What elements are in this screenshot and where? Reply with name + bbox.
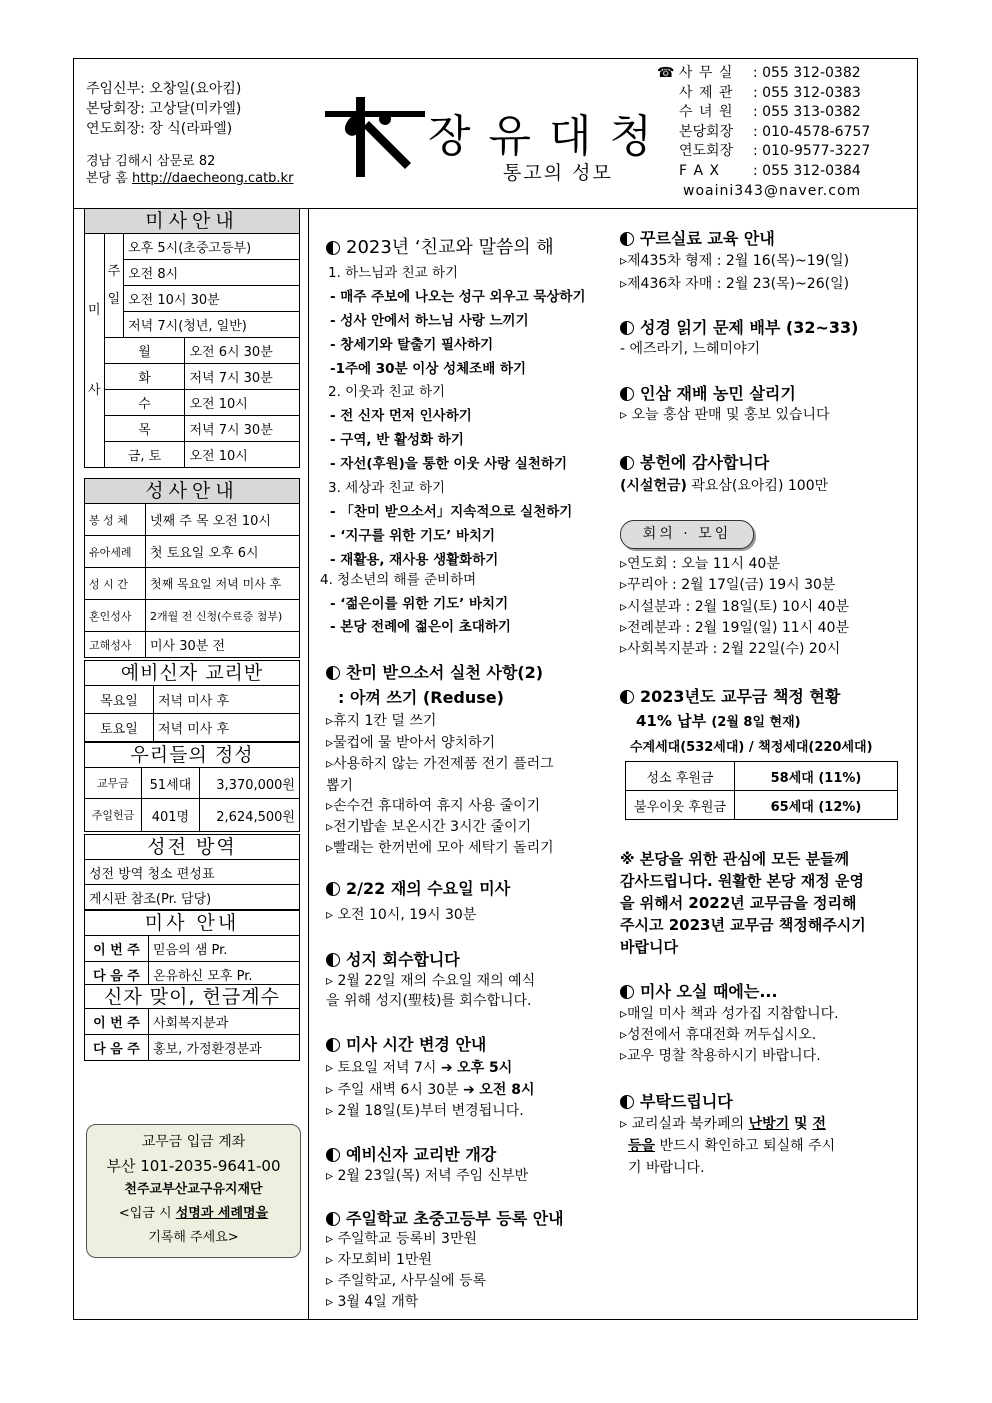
palm-title: 성지 회수합니다 <box>346 950 460 969</box>
half-circle-icon <box>326 1148 340 1162</box>
arrow-right-icon: ➔ <box>440 1060 453 1076</box>
dues-title: 2023년도 교무금 책정 현황 <box>640 687 841 706</box>
notice-line: 감사드립니다. 원활한 본당 재정 운영 <box>620 872 864 890</box>
thanks-title: 봉헌에 감사합니다 <box>640 453 770 472</box>
contact-value: : 010-9577-3227 <box>753 143 871 160</box>
welcome-week: 이 번 주 <box>85 1009 149 1035</box>
ginseng-title: 인삼 재배 농민 살리기 <box>640 384 796 403</box>
sunday-mass-time: 오전 8시 <box>124 260 300 286</box>
bible-heading <box>620 315 859 338</box>
bank-note-text-2: 기록해 주세요> <box>148 1230 239 1245</box>
catechumen-day: 목요일 <box>85 686 154 714</box>
laudato-subtitle: : 아껴 쓰기 (Reduse) <box>338 688 504 707</box>
notice-line: 을 위해서 2022년 교무금을 정리해 <box>620 894 857 912</box>
meeting-item: ▹연도회 : 오늘 11시 40분 <box>620 556 780 572</box>
contact-label: 사 제 관 <box>679 84 734 101</box>
request-title: 부탁드립니다 <box>640 1092 733 1111</box>
weekday-mass-time: 저녁 7시 30분 <box>185 364 300 390</box>
email-text[interactable]: woaini343@naver.com <box>683 182 862 199</box>
offering-heading: 우리들의 정성 <box>84 742 300 767</box>
meeting-item: ▹시설분과 : 2월 18일(토) 10시 40분 <box>620 599 849 615</box>
weekday-mass-time: 오전 10시 <box>185 442 300 468</box>
weekday-label: 목 <box>104 416 185 442</box>
weekday-label: 월 <box>104 338 185 364</box>
half-circle-icon <box>326 666 340 680</box>
bank-holder: 천주교부산교구유지재단 <box>124 1182 263 1197</box>
sunday-school-title: 주일학교 초중고등부 등록 안내 <box>346 1209 564 1228</box>
weekday-mass-time: 저녁 7시 30분 <box>185 416 300 442</box>
request-text: 기 바랍니다. <box>628 1160 705 1176</box>
half-circle-icon <box>326 882 340 896</box>
bank-account-number: 부산 101-2035-9641-00 <box>106 1157 281 1175</box>
dues-date: (2월 8일 현재) <box>711 715 801 730</box>
request-heading <box>620 1089 733 1112</box>
thanks-category: (시설헌금) <box>620 478 687 494</box>
cursillo-title: 꾸르실료 교육 안내 <box>640 229 775 248</box>
mass-guide-heading: 미사 안내 <box>84 910 300 935</box>
welcome-value: 사회복지분과 <box>149 1009 300 1035</box>
contact-value: : 055 312-0382 <box>752 65 861 81</box>
half-circle-icon <box>620 1095 634 1109</box>
year-theme-item: - ‘젊은이를 위한 기도’ 바치기 <box>330 596 509 612</box>
homepage-label: 본당 홈 <box>86 171 128 186</box>
half-circle-icon <box>620 985 634 999</box>
dues-table-value: 58세대 (11%) <box>735 762 898 791</box>
half-circle-icon <box>620 321 634 335</box>
request-highlight: 전 <box>812 1116 826 1132</box>
contact-value: : 055 312-0383 <box>753 84 861 101</box>
sunday-school-item: ▹ 주일학교, 사무실에 등록 <box>326 1273 487 1289</box>
bank-note-bold: 성명과 세례명을 <box>175 1206 269 1221</box>
contact-label: 수 녀 원 <box>679 104 734 121</box>
sacrament-value: 2개월 전 신청(수료증 첨부) <box>146 600 300 632</box>
catechumen-open-heading <box>326 1142 496 1165</box>
palm-item: 을 위해 성지(聖枝)를 회수합니다. <box>326 993 532 1009</box>
meeting-pill: 회의 · 모임 <box>620 520 754 549</box>
sunday-label: 주 일 <box>104 234 124 338</box>
sunday-mass-time: 오전 10시 30분 <box>124 286 300 312</box>
bank-title: 교무금 입금 계좌 <box>141 1134 246 1150</box>
catechumen-day: 토요일 <box>85 714 154 742</box>
welcome-heading: 신자 맞이, 헌금계수 <box>84 984 300 1009</box>
sacrament-label: 혼인성사 <box>85 600 146 632</box>
cursillo-item: ▹제435차 형제 : 2월 16(목)~19(일) <box>620 253 850 269</box>
cursillo-heading <box>620 226 775 249</box>
year-theme-title: 2023년 ‘친교와 말씀의 해 <box>346 237 554 258</box>
president-text: 본당회장: 고상달(미카엘) <box>86 101 242 117</box>
offering-amount: 2,624,500원 <box>199 799 299 832</box>
contact-value: : 055 312-0384 <box>753 162 861 179</box>
catechumen-time: 저녁 미사 후 <box>154 714 300 742</box>
contact-label: F A X <box>679 162 721 179</box>
church-disinfection-line: 게시판 참조(Pr. 담당) <box>85 885 300 910</box>
meeting-item: ▹사회복지분과 : 2월 22일(수) 20시 <box>620 641 841 657</box>
request-text: ▹ 교리실과 북카페의 <box>620 1116 749 1132</box>
welcome-table <box>84 1008 300 1061</box>
church-disinfection-table <box>84 859 300 910</box>
laudato-item: ▹빨래는 한꺼번에 모아 세탁기 돌리기 <box>326 840 554 856</box>
year-theme-item: - 자선(후원)을 통한 이웃 사랑 실천하기 <box>330 456 568 472</box>
year-theme-item: - 「찬미 받으소서」지속적으로 실천하기 <box>330 504 573 520</box>
weekday-mass-time: 오전 10시 <box>185 390 300 416</box>
pastor-text: 주임신부: 오창일(요아킴) <box>86 81 242 97</box>
dues-table-value: 65세대 (12%) <box>735 791 898 820</box>
bulletin-title: 장유대청 <box>428 111 671 162</box>
sunday-school-item: ▹ 주일학교 등록비 3만원 <box>326 1231 478 1247</box>
ash-wednesday-heading <box>326 876 510 899</box>
ash-wednesday-item: ▹ 오전 10시, 19시 30분 <box>326 907 477 923</box>
cross-logo-icon <box>325 97 425 177</box>
dues-households: 수계세대(532세대) / 책정세대(220세대) <box>630 740 873 755</box>
cursillo-item: ▹제436차 자매 : 2월 23(목)~26(일) <box>620 276 850 292</box>
when-coming-item: ▹매일 미사 책과 성가집 지참합니다. <box>620 1006 839 1022</box>
meeting-item: ▹전례분과 : 2월 19일(일) 11시 40분 <box>620 620 849 636</box>
bible-title: 성경 읽기 문제 배부 (32~33) <box>640 318 859 337</box>
half-circle-icon <box>326 953 340 967</box>
request-highlight: 등을 <box>628 1138 656 1154</box>
year-theme-item: 4. 청소년의 해를 준비하며 <box>320 572 477 588</box>
sacrament-value: 넷째 주 목 오전 10시 <box>146 504 300 536</box>
when-coming-title: 미사 오실 때에는... <box>640 982 778 1001</box>
ginseng-item: ▹ 오늘 홍삼 판매 및 홍보 있습니다 <box>620 407 830 423</box>
year-theme-item: 3. 세상과 친교 하기 <box>328 480 446 496</box>
mass-schedule-table <box>84 233 300 468</box>
laudato-item: ▹손수건 휴대하여 휴지 사용 줄이기 <box>326 798 541 814</box>
sacrament-label: 고해성사 <box>85 632 146 658</box>
offering-table <box>84 767 300 832</box>
header-left-info <box>86 79 241 139</box>
half-circle-icon <box>620 387 634 401</box>
offering-amount: 3,370,000원 <box>199 768 299 799</box>
notice-line: 바랍니다 <box>620 938 678 956</box>
request-text-bold: 및 <box>789 1116 813 1132</box>
catechumen-table <box>84 685 300 742</box>
contact-value: : 055 313-0382 <box>753 104 861 121</box>
mass-time-change-title: 미사 시간 변경 안내 <box>346 1035 487 1054</box>
year-theme-item: - ‘지구를 위한 기도’ 바치기 <box>330 528 496 544</box>
dues-percent: 41% 납부 <box>636 712 707 730</box>
time-change-item: ▹ 토요일 저녁 7시 <box>326 1060 437 1076</box>
notice-line: ※ 본당을 위한 관심에 모든 분들께 <box>620 850 850 868</box>
half-circle-icon <box>620 232 634 246</box>
offering-count: 401명 <box>142 799 200 832</box>
weekday-label: 화 <box>104 364 185 390</box>
year-theme-item: - 창세기와 탈출기 필사하기 <box>330 337 494 353</box>
dues-table-label: 성소 후원금 <box>626 762 735 791</box>
year-theme-item: - 매주 주보에 나오는 성구 외우고 묵상하기 <box>330 289 586 305</box>
laudato-heading <box>326 660 543 683</box>
sacrament-value: 미사 30분 전 <box>146 632 300 658</box>
request-highlight: 난방기 <box>748 1116 790 1132</box>
phone-icon: ☎ <box>657 65 675 81</box>
year-theme-item: - 재활용, 재사용 생활화하기 <box>330 552 499 568</box>
sacrament-value: 첫 토요일 오후 6시 <box>146 536 300 568</box>
bulletin-subtitle: 통고의 성모 <box>503 162 613 184</box>
laudato-item: ▹전기밥솥 보온시간 3시간 줄이기 <box>326 819 532 835</box>
offering-label: 주일헌금 <box>85 799 142 832</box>
sunday-school-item: ▹ 3월 4일 개학 <box>326 1294 419 1310</box>
when-coming-heading <box>620 979 778 1002</box>
half-circle-icon <box>620 690 634 704</box>
bible-item: - 에즈라기, 느헤미야기 <box>620 341 761 357</box>
sunday-mass-time: 오후 5시(초중고등부) <box>124 234 300 260</box>
dues-table-label: 불우이웃 후원금 <box>626 791 735 820</box>
column-divider <box>308 208 309 1320</box>
catechumen-open-item: ▹ 2월 23일(목) 저녁 주임 신부반 <box>326 1168 529 1184</box>
year-theme-item: - 구역, 반 활성화 하기 <box>330 432 464 448</box>
year-theme-item: -1주에 30분 이상 성체조배 하기 <box>330 361 527 377</box>
ginseng-heading <box>620 381 796 404</box>
mass-side-label: 미 사 <box>85 234 105 468</box>
weekday-mass-time: 오전 6시 30분 <box>185 338 300 364</box>
catechumen-time: 저녁 미사 후 <box>154 686 300 714</box>
weekday-label: 금, 토 <box>104 442 185 468</box>
sunday-school-item: ▹ 자모회비 1만원 <box>326 1252 432 1268</box>
request-text: 반드시 확인하고 퇴실해 주시 <box>655 1138 836 1154</box>
thanks-heading <box>620 450 769 473</box>
time-change-new: 오후 5시 <box>457 1060 513 1076</box>
sacrament-label: 봉 성 체 <box>85 504 146 536</box>
catechumen-open-title: 예비신자 교리반 개강 <box>346 1145 497 1164</box>
thanks-donor: 곽요삼(요아킴) 100만 <box>686 478 829 494</box>
palm-heading <box>326 947 460 970</box>
mass-guide-value: 온유하신 모후 Pr. <box>149 962 300 988</box>
address-text: 경남 김해시 삼문로 82 <box>86 154 216 169</box>
sacrament-label: 성 시 간 <box>85 568 146 600</box>
homepage-link[interactable]: http://daecheong.catb.kr <box>131 171 294 186</box>
welcome-week: 다 음 주 <box>85 1035 149 1061</box>
year-theme-heading <box>326 233 554 259</box>
palm-item: ▹ 2월 22일 재의 수요일 재의 예식 <box>326 973 536 989</box>
contact-label: 사 무 실 <box>678 65 734 81</box>
when-coming-item: ▹성전에서 휴대전화 꺼두십시오. <box>620 1027 817 1043</box>
contact-label: 본당회장 <box>679 123 734 140</box>
arrow-right-icon: ➔ <box>463 1082 475 1098</box>
laudato-item: ▹휴지 1칸 덜 쓰기 <box>326 713 437 729</box>
when-coming-item: ▹교우 명찰 착용하시기 바랍니다. <box>620 1048 821 1064</box>
half-circle-icon <box>326 241 340 255</box>
catechumen-heading: 예비신자 교리반 <box>84 660 300 685</box>
contact-label: 연도회장 <box>679 143 734 160</box>
contact-value: : 010-4578-6757 <box>753 123 871 140</box>
sacrament-label: 유아세례 <box>85 536 146 568</box>
laudato-item: ▹물컵에 물 받아서 양치하기 <box>326 735 496 751</box>
mass-time-change-heading <box>326 1032 486 1055</box>
bank-note-text: <입금 시 <box>118 1206 176 1221</box>
mass-guide-week: 이 번 주 <box>85 936 149 962</box>
address-block <box>86 153 293 187</box>
time-change-new: 오전 8시 <box>479 1082 535 1098</box>
half-circle-icon <box>620 456 634 470</box>
sacrament-heading: 성사안내 <box>84 478 300 503</box>
laudato-title: 찬미 받으소서 실천 사항(2) <box>346 663 544 682</box>
sacrament-value: 첫째 목요일 저녁 미사 후 <box>146 568 300 600</box>
laudato-item: ▹사용하지 않는 가전제품 전기 플러그 <box>326 756 554 772</box>
year-theme-item: 2. 이웃과 친교 하기 <box>328 384 446 400</box>
notice-line: 주시고 2023년 교무금 책정해주시기 <box>620 916 866 934</box>
weekday-label: 수 <box>104 390 185 416</box>
meeting-item: ▹꾸리아 : 2월 17일(금) 19시 30분 <box>620 577 836 593</box>
dues-table <box>625 761 898 820</box>
welcome-value: 홍보, 가정환경분과 <box>149 1035 300 1061</box>
year-theme-item: - 본당 전례에 젊은이 초대하기 <box>330 619 511 635</box>
ash-wednesday-title: 2/22 재의 수요일 미사 <box>346 879 511 898</box>
mass-guide-value: 믿음의 샘 Pr. <box>149 936 300 962</box>
sunday-school-heading <box>326 1206 564 1229</box>
laudato-item: 뽑기 <box>326 778 354 794</box>
half-circle-icon <box>326 1212 340 1226</box>
church-disinfection-line: 성전 방역 청소 편성표 <box>85 860 300 885</box>
mass-guide-week: 다 음 주 <box>85 962 149 988</box>
mass-info-heading: 미사안내 <box>84 208 300 233</box>
year-theme-item: - 성사 안에서 하느님 사랑 느끼기 <box>330 313 529 329</box>
dues-heading <box>620 684 840 707</box>
mass-guide-table <box>84 935 300 988</box>
time-change-item: ▹ 주일 새벽 6시 30분 <box>326 1082 459 1098</box>
time-change-item: ▹ 2월 18일(토)부터 변경됩니다. <box>326 1103 524 1119</box>
half-circle-icon <box>326 1038 340 1052</box>
yeondo-president-text: 연도회장: 장 식(라파엘) <box>86 121 233 137</box>
year-theme-item: 1. 하느님과 친교 하기 <box>328 265 459 281</box>
sacrament-table <box>84 503 300 658</box>
bank-account-box <box>86 1124 301 1258</box>
year-theme-item: - 전 신자 먼저 인사하기 <box>330 408 472 424</box>
sunday-mass-time: 저녁 7시(청년, 일반) <box>124 312 300 338</box>
contacts <box>657 64 870 201</box>
church-disinfection-heading: 성전 방역 <box>84 834 300 859</box>
offering-count: 51세대 <box>142 768 200 799</box>
offering-label: 교무금 <box>85 768 142 799</box>
